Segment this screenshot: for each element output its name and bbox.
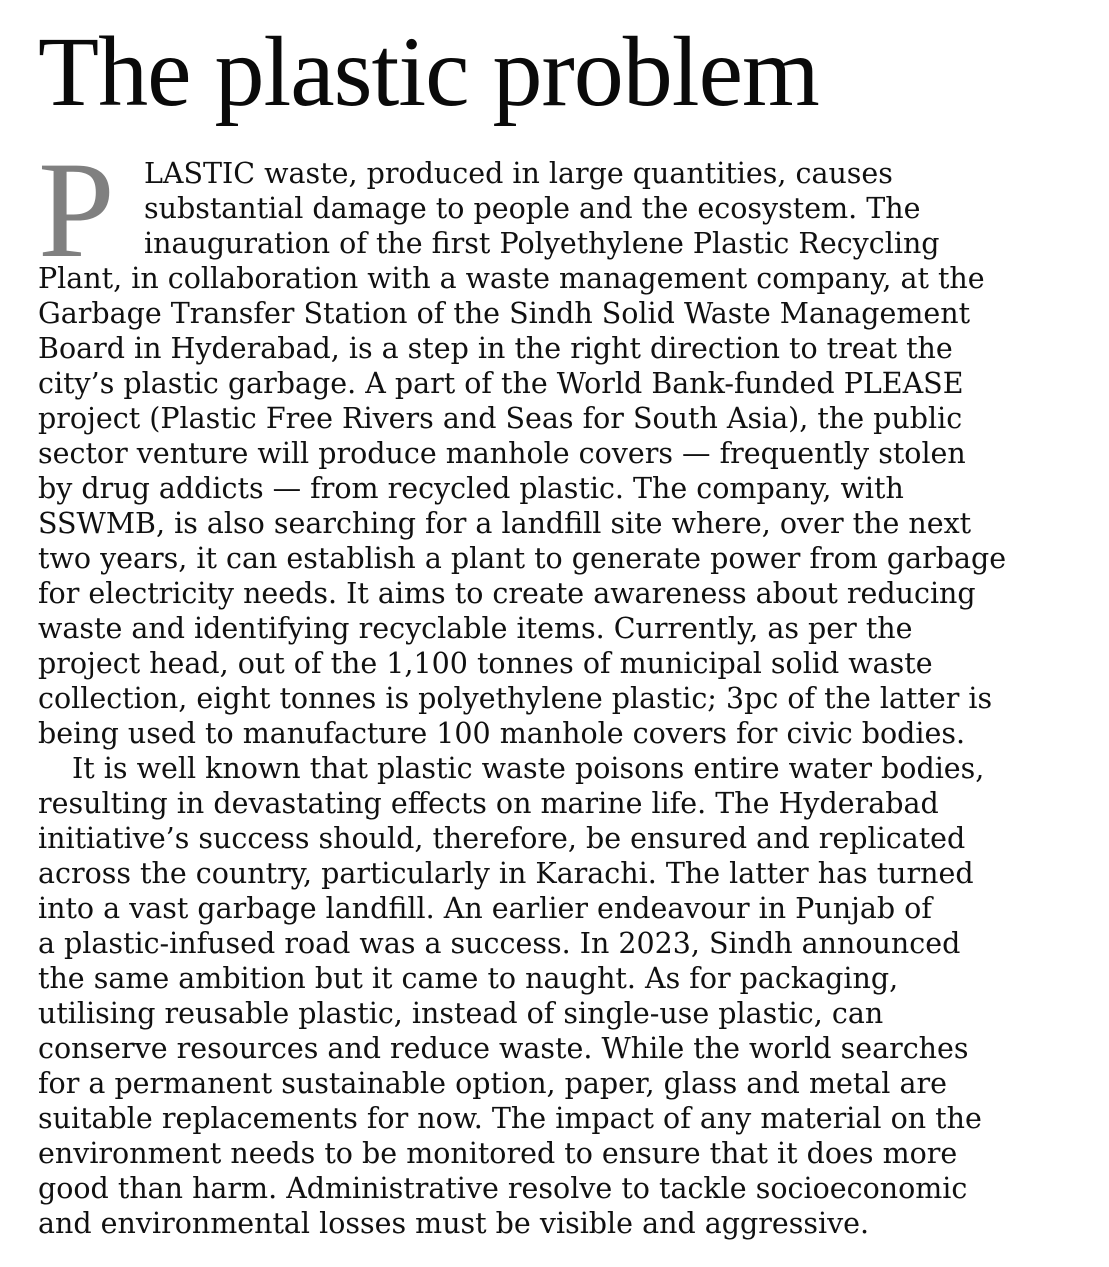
article-headline: The plastic problem [38, 16, 819, 127]
paragraph-line: inauguration of the first Polyethylene Plastic Recycling [144, 227, 940, 260]
paragraph-line: utilising reusable plastic, instead of single-use plastic, can [38, 997, 884, 1030]
paragraph-line: a plastic-infused road was a success. In 2023, Sindh announced [38, 927, 961, 960]
paragraph-line: being used to manufacture 100 manhole covers for civic bodies. [38, 717, 966, 750]
paragraph-2 [38, 751, 1086, 1241]
paragraph-line: for a permanent sustainable option, paper, glass and metal are [38, 1067, 947, 1100]
paragraph-line: Garbage Transfer Station of the Sindh Solid Waste Management [38, 297, 971, 330]
paragraph-line: environment needs to be monitored to ensure that it does more [38, 1137, 958, 1170]
paragraph-line: waste and identifying recyclable items. Currently, as per the [38, 612, 913, 645]
article-body [38, 133, 1086, 1241]
paragraph-line: initiative’s success should, therefore, be ensured and replicated [38, 822, 966, 855]
paragraph-line: good than harm. Administrative resolve to tackle socioeconomic [38, 1172, 968, 1205]
paragraph-line: two years, it can establish a plant to generate power from garbage [38, 542, 1007, 575]
paragraph-line: conserve resources and reduce waste. While the world searches [38, 1032, 969, 1065]
paragraph-line: substantial damage to people and the ecosystem. The [144, 192, 921, 225]
paragraph-line: sector venture will produce manhole covers — frequently stolen [38, 437, 966, 470]
paragraph-line: Board in Hyderabad, is a step in the right direction to treat the [38, 332, 953, 365]
paragraph-line: resulting in devastating effects on marine life. The Hyderabad [38, 787, 939, 820]
paragraph-line: into a vast garbage landfill. An earlier endeavour in Punjab of [38, 892, 932, 925]
paragraph-line: LASTIC waste, produced in large quantities, causes [144, 157, 893, 190]
paragraph-line: for electricity needs. It aims to create awareness about reducing [38, 577, 976, 610]
paragraph-line: collection, eight tonnes is polyethylene plastic; 3pc of the latter is [38, 682, 993, 715]
paragraph-line: and environmental losses must be visible and aggressive. [38, 1207, 870, 1240]
paragraph-line: city’s plastic garbage. A part of the World Bank-funded PLEASE [38, 367, 964, 400]
drop-cap-letter: P [38, 133, 115, 286]
paragraph-line: by drug addicts — from recycled plastic. The company, with [38, 472, 904, 505]
paragraph-line: across the country, particularly in Karachi. The latter has turned [38, 857, 974, 890]
paragraph-line: project head, out of the 1,100 tonnes of municipal solid waste [38, 647, 933, 680]
paragraph-line: suitable replacements for now. The impact of any material on the [38, 1102, 982, 1135]
paragraph-line: SSWMB, is also searching for a landfill site where, over the next [38, 507, 972, 540]
paragraph-line: the same ambition but it came to naught. As for packaging, [38, 962, 899, 995]
paragraph-line: project (Plastic Free Rivers and Seas for South Asia), the public [38, 402, 963, 435]
paragraph-line: It is well known that plastic waste poisons entire water bodies, [72, 752, 985, 785]
paragraph-line: Plant, in collaboration with a waste management company, at the [38, 262, 985, 295]
paragraph-1 [38, 133, 1086, 751]
